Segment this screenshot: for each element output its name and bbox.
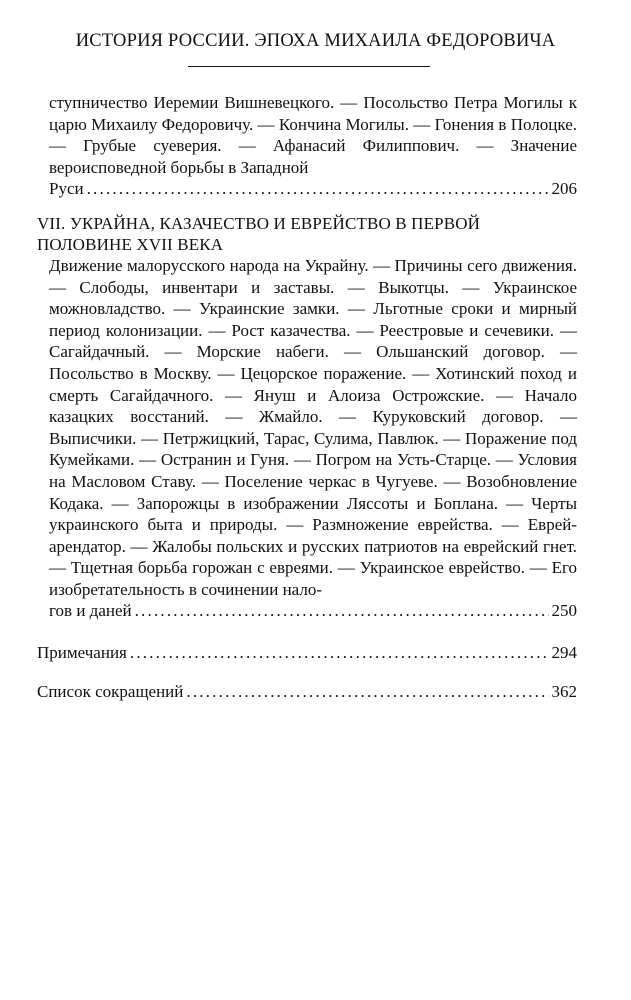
toc-page-number: 294 [551, 643, 577, 663]
dot-leader [186, 681, 548, 703]
toc-entry-notes [37, 642, 577, 664]
dot-leader [130, 642, 549, 664]
toc-entry-leader [49, 178, 577, 200]
toc-page-number: 362 [551, 681, 577, 701]
toc-entry-leader [49, 600, 577, 622]
chapter-heading-line-2: ПОЛОВИНЕ XVII ВЕКА [37, 234, 224, 254]
toc-entry-chapter-vii [37, 255, 577, 622]
chapter-heading [37, 213, 577, 255]
chapter-heading-line-1: VII. УКРАЙНА, КАЗАЧЕСТВО И ЕВРЕЙСТВО В ПЕРВОЙ [37, 213, 481, 233]
toc-page-number: 250 [551, 601, 577, 621]
toc-entry-last-line: Руси [49, 179, 84, 199]
toc-entry-label: Примечания [37, 643, 127, 663]
toc-entry-text: Движение малорусского народа на Украйну. — Причины сего движения. — Слободы, инвентари и заставы. — Выкотцы. — Украинское можновладство. — Украинские замки. — Льготные сроки и мирный период колонизации. — Рост казачества. — Реестровые и сечевики. — Сагайдачный. — Морские набеги. — Ольшанский договор. — Посольство в Москву. — Цецорское поражение. — Хотинский поход и смерть Сагайдачного. — Януш и Алоиза Острожские. — Начало казацких восстаний. — Жмайло. — Куруковский договор. — Выписчики. — Петржицкий, Тарас, Сулима, Павлюк. — Поражение под Кумейками. — Остранин и Гуня. — Погром на Усть-Старце. — Условия на Масловом Ставу. — Поселение черкас в Чугуеве. — Возобновление Кодака. — Запорожцы в изображении Ляссоты и Боплана. — Черты украинского быта и природы. — Размножение еврейства. — Еврей-арендатор. — Жалобы польских и русских патриотов на еврейский гнет. — Тщетная борьба горожан с евреями. — Украинское еврейство. — Его изобретательность в сочинении нало- [49, 255, 577, 599]
toc-entry-continued [37, 92, 577, 200]
running-head: ИСТОРИЯ РОССИИ. ЭПОХА МИХАИЛА ФЕДОРОВИЧА [75, 31, 556, 51]
toc-entry-label: Список сокращений [37, 681, 184, 701]
dot-leader [87, 178, 549, 200]
toc-entry-abbreviations [37, 681, 577, 703]
toc-page-number: 206 [551, 179, 577, 199]
header-rule [188, 66, 430, 67]
table-of-contents [37, 92, 577, 702]
dot-leader [135, 600, 549, 622]
toc-entry-text: ступничество Иеремии Вишневецкого. — Посольство Петра Могилы к царю Михаилу Федоровичу. — Кончина Могилы. — Гонения в Полоцке. — Грубые суеверия. — Афанасий Филиппович. — Значение вероисповедной борьбы в Западной [49, 93, 577, 177]
toc-entry-last-line: гов и даней [49, 601, 132, 621]
